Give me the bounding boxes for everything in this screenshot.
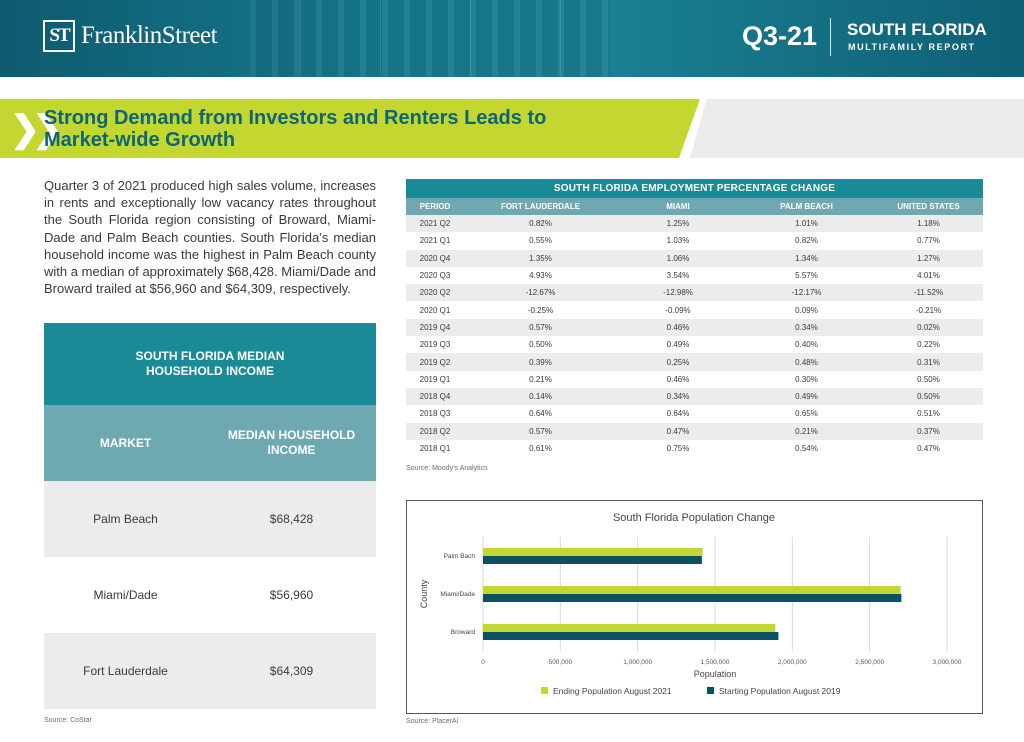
table-row bbox=[406, 232, 983, 249]
period-cell: 2019 Q1 bbox=[419, 374, 451, 384]
period-cell: 2020 Q4 bbox=[419, 253, 451, 263]
title-banner-tail bbox=[690, 99, 1024, 158]
fort-lauderdale-cell: -12.67% bbox=[525, 288, 556, 298]
period-cell: 2021 Q2 bbox=[419, 219, 451, 229]
table-row bbox=[406, 371, 983, 388]
x-tick-label: 0 bbox=[481, 659, 485, 666]
miami-cell: -12.98% bbox=[663, 288, 693, 298]
united-states-cell: 1.27% bbox=[917, 253, 940, 263]
fort-lauderdale-cell: 0.82% bbox=[529, 219, 552, 229]
united-states-cell: 0.77% bbox=[917, 236, 940, 246]
income-cell: $56,960 bbox=[269, 587, 314, 602]
palm-beach-cell: 0.65% bbox=[795, 409, 818, 419]
x-tick-label: 1,500,000 bbox=[700, 659, 730, 666]
miami-cell: 0.46% bbox=[666, 374, 690, 384]
united-states-cell: 4.01% bbox=[917, 271, 940, 281]
employment-source: Source: Moody’s Analytics bbox=[406, 465, 488, 472]
table-row bbox=[406, 440, 983, 457]
period-cell: 2021 Q1 bbox=[419, 236, 451, 246]
united-states-cell: 0.31% bbox=[917, 357, 940, 367]
employment-table-header bbox=[406, 198, 983, 215]
header-market: MARKET bbox=[99, 436, 152, 450]
y-tick-label: Miami/Dade bbox=[440, 591, 475, 598]
palm-beach-cell: -12.17% bbox=[791, 288, 822, 298]
header-period: PERIOD bbox=[419, 202, 451, 211]
table-row bbox=[406, 423, 983, 440]
palm-beach-cell: 0.09% bbox=[795, 305, 818, 315]
miami-cell: 1.25% bbox=[666, 219, 690, 229]
palm-beach-cell: 0.40% bbox=[795, 340, 818, 350]
palm-beach-cell: 0.21% bbox=[795, 426, 818, 436]
intro-paragraph: Quarter 3 of 2021 produced high sales volume, increases in rents and exceptionally low vacancy rates throughout the South Florida region consisting of Broward, Miami-Dade and Palm Beach counties. South Florida’s median household income was the highest in Palm Beach county with a median of approximately $68,428. Miami/Dade and Broward trailed at $56,960 and $64,309, respectively. bbox=[44, 178, 376, 297]
period-cell: 2019 Q2 bbox=[419, 357, 451, 367]
header-fort-lauderdale: FORT LAUDERDALE bbox=[500, 202, 581, 211]
palm-beach-cell: 0.49% bbox=[795, 392, 818, 402]
market-cell: Miami/Dade bbox=[93, 588, 158, 602]
report-header bbox=[0, 0, 1024, 77]
table-row bbox=[406, 267, 983, 284]
palm-beach-cell: 0.54% bbox=[795, 444, 818, 453]
table-row bbox=[406, 250, 983, 267]
united-states-cell: 0.47% bbox=[917, 444, 940, 453]
income-cell: $64,309 bbox=[269, 663, 314, 678]
header-building-image bbox=[250, 0, 610, 77]
fort-lauderdale-cell: 0.21% bbox=[529, 374, 552, 384]
table-row bbox=[44, 633, 376, 709]
period-cell: 2018 Q4 bbox=[419, 392, 451, 402]
period-cell: 2020 Q1 bbox=[419, 305, 451, 315]
united-states-cell: 1.18% bbox=[917, 219, 940, 229]
fort-lauderdale-cell: 0.57% bbox=[529, 426, 552, 436]
header-divider bbox=[830, 18, 831, 56]
population-chart bbox=[406, 500, 983, 714]
header-united-states: UNITED STATES bbox=[897, 202, 960, 211]
bar-starting bbox=[483, 632, 778, 640]
period-cell: 2020 Q2 bbox=[419, 288, 451, 298]
x-tick-label: 2,500,000 bbox=[855, 659, 885, 666]
x-tick-label: 1,000,000 bbox=[623, 659, 653, 666]
palm-beach-cell: 1.34% bbox=[795, 253, 818, 263]
logo-mark-icon: ST bbox=[43, 20, 75, 52]
united-states-cell: 0.50% bbox=[917, 392, 940, 402]
report-region: SOUTH FLORIDA bbox=[847, 20, 987, 39]
miami-cell: 0.49% bbox=[666, 340, 690, 350]
fort-lauderdale-cell: 0.50% bbox=[529, 340, 552, 350]
logo-text: FranklinStreet bbox=[81, 22, 218, 49]
miami-cell: 0.25% bbox=[666, 357, 690, 367]
miami-cell: 0.64% bbox=[666, 409, 690, 419]
legend-label: Ending Population August 2021 bbox=[553, 686, 672, 696]
table-row bbox=[44, 557, 376, 633]
table-row bbox=[406, 336, 983, 353]
miami-cell: 0.47% bbox=[666, 426, 690, 436]
table-row bbox=[406, 353, 983, 370]
franklin-street-logo bbox=[43, 20, 217, 52]
bar-ending bbox=[483, 624, 775, 632]
table-row bbox=[44, 481, 376, 557]
bar-starting bbox=[483, 594, 901, 602]
bar-ending bbox=[483, 586, 901, 594]
chart-source: Source: PlacerAi bbox=[406, 718, 459, 725]
fort-lauderdale-cell: -0.25% bbox=[527, 305, 554, 315]
period-cell: 2019 Q4 bbox=[419, 322, 451, 332]
miami-cell: 0.75% bbox=[666, 444, 690, 453]
period-cell: 2020 Q3 bbox=[419, 271, 451, 281]
report-quarter: Q3-21 bbox=[742, 21, 818, 51]
united-states-cell: 0.51% bbox=[917, 409, 940, 419]
x-tick-label: 2,000,000 bbox=[777, 659, 807, 666]
miami-cell: 1.06% bbox=[666, 253, 690, 263]
miami-cell: 0.34% bbox=[666, 392, 690, 402]
table-row bbox=[406, 405, 983, 422]
section-title: Strong Demand from Investors and Renters Leads to Market-wide Growth bbox=[44, 107, 547, 151]
report-type: MULTIFAMILY REPORT bbox=[848, 42, 976, 52]
palm-beach-cell: 0.48% bbox=[795, 357, 818, 367]
bar-ending bbox=[483, 548, 703, 556]
fort-lauderdale-cell: 0.64% bbox=[529, 409, 552, 419]
x-axis-label: Population bbox=[693, 669, 737, 679]
y-axis-label: County bbox=[419, 579, 429, 609]
fort-lauderdale-cell: 0.14% bbox=[529, 392, 552, 402]
x-tick-label: 3,000,000 bbox=[932, 659, 962, 666]
united-states-cell: 0.50% bbox=[917, 374, 940, 384]
income-source: Source: CoStar bbox=[44, 717, 92, 724]
palm-beach-cell: 0.82% bbox=[795, 236, 818, 246]
fort-lauderdale-cell: 0.61% bbox=[529, 444, 552, 453]
header-median-income: MEDIAN HOUSEHOLD INCOME bbox=[227, 428, 356, 457]
population-chart-svg bbox=[407, 501, 982, 713]
period-cell: 2019 Q3 bbox=[419, 340, 451, 350]
fort-lauderdale-cell: 1.35% bbox=[529, 253, 552, 263]
fort-lauderdale-cell: 0.39% bbox=[529, 357, 552, 367]
miami-cell: 3.54% bbox=[666, 271, 690, 281]
income-cell: $68,428 bbox=[269, 511, 314, 526]
employment-table-title: SOUTH FLORIDA EMPLOYMENT PERCENTAGE CHANGE bbox=[406, 179, 983, 198]
united-states-cell: 0.22% bbox=[917, 340, 940, 350]
united-states-cell: 0.02% bbox=[917, 322, 940, 332]
period-cell: 2018 Q1 bbox=[419, 444, 451, 453]
header-miami: MIAMI bbox=[666, 202, 690, 211]
palm-beach-cell: 5.57% bbox=[795, 271, 818, 281]
table-row bbox=[406, 388, 983, 405]
legend-swatch bbox=[707, 687, 714, 694]
chart-title: South Florida Population Change bbox=[612, 512, 776, 524]
market-cell: Palm Beach bbox=[93, 512, 158, 526]
table-row bbox=[406, 284, 983, 301]
employment-table-body bbox=[406, 215, 983, 457]
x-tick-label: 500,000 bbox=[548, 659, 573, 666]
table-row bbox=[406, 215, 983, 232]
bar-starting bbox=[483, 556, 702, 564]
period-cell: 2018 Q2 bbox=[419, 426, 451, 436]
legend-label: Starting Population August 2019 bbox=[719, 686, 841, 696]
united-states-cell: -11.52% bbox=[913, 288, 944, 298]
employment-table bbox=[406, 179, 983, 457]
fort-lauderdale-cell: 0.57% bbox=[529, 322, 552, 332]
market-cell: Fort Lauderdale bbox=[83, 664, 168, 678]
y-tick-label: Broward bbox=[450, 629, 475, 636]
united-states-cell: -0.21% bbox=[915, 305, 942, 315]
palm-beach-cell: 1.01% bbox=[795, 219, 818, 229]
table-row bbox=[406, 301, 983, 318]
y-tick-label: Palm Bach bbox=[443, 553, 475, 560]
miami-cell: 1.03% bbox=[666, 236, 690, 246]
miami-cell: -0.09% bbox=[665, 305, 691, 315]
united-states-cell: 0.37% bbox=[917, 426, 940, 436]
table-row bbox=[406, 319, 983, 336]
miami-cell: 0.46% bbox=[666, 322, 690, 332]
period-cell: 2018 Q3 bbox=[419, 409, 451, 419]
header-palm-beach: PALM BEACH bbox=[780, 202, 833, 211]
fort-lauderdale-cell: 0.55% bbox=[529, 236, 552, 246]
palm-beach-cell: 0.34% bbox=[795, 322, 818, 332]
income-table-header bbox=[44, 405, 376, 481]
double-chevron-icon: ❯❯ bbox=[10, 108, 55, 149]
income-table-title: SOUTH FLORIDA MEDIAN HOUSEHOLD INCOME bbox=[44, 323, 376, 405]
legend-swatch bbox=[541, 687, 548, 694]
fort-lauderdale-cell: 4.93% bbox=[529, 271, 552, 281]
palm-beach-cell: 0.30% bbox=[795, 374, 818, 384]
